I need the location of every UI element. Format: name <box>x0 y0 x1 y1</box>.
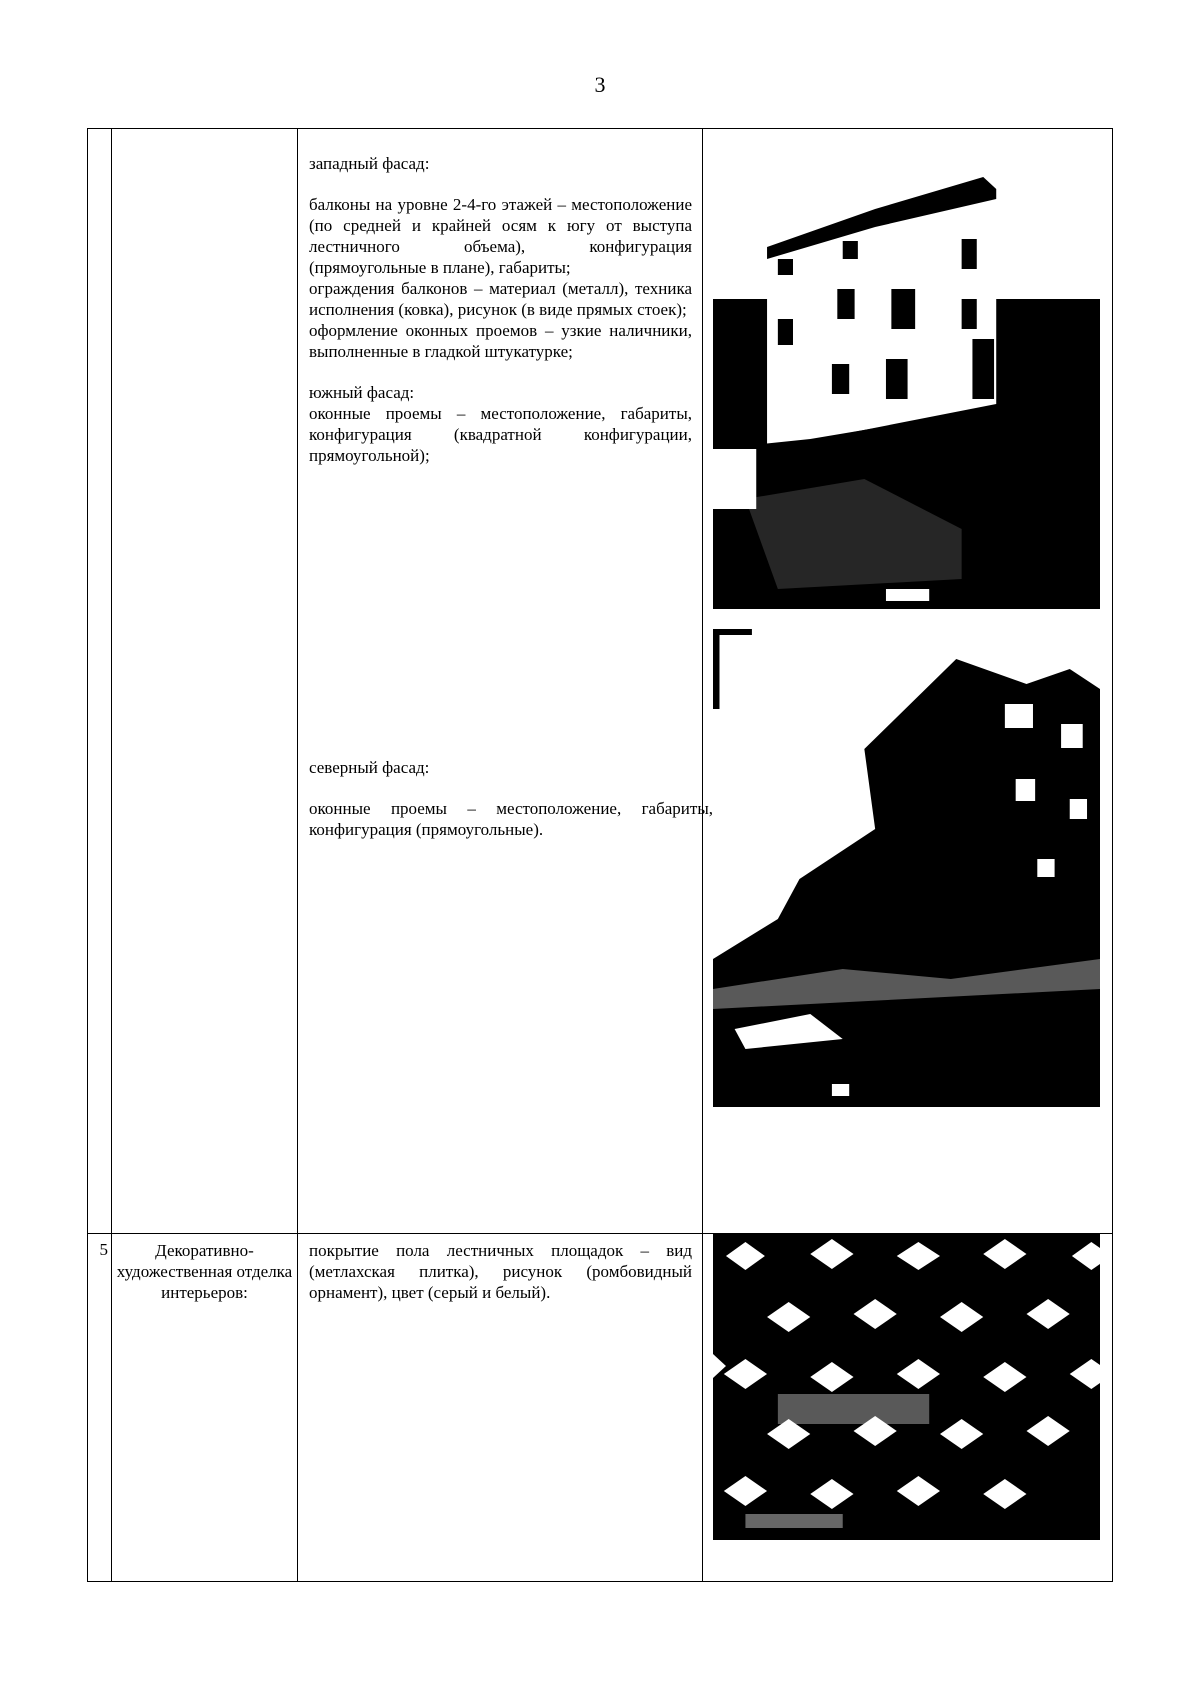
north-windows-text: оконные проемы – местоположение, габариты, конфигурация (прямоугольные). <box>309 799 713 839</box>
floor-tiles-image <box>713 1234 1100 1540</box>
row-description-cell <box>298 1234 703 1582</box>
west-windows-text: оформление оконных проемов – узкие наличники, выполненные в гладкой штукатурке; <box>309 321 692 361</box>
north-facade-description <box>298 757 723 840</box>
west-facade-photo <box>713 149 1100 609</box>
row-name-cell <box>112 129 298 1234</box>
row-photo-cell <box>703 1234 1113 1582</box>
north-facade-image <box>713 629 1100 1107</box>
protected-items-table <box>87 128 1113 1582</box>
south-facade-heading: южный фасад: <box>309 383 415 402</box>
page-number: 3 <box>594 72 606 97</box>
floor-tiles-photo <box>713 1234 1100 1540</box>
south-windows-text: оконные проемы – местоположение, габариты, конфигурация (квадратной конфигурации, прямоугольной); <box>309 404 692 465</box>
row-number-cell <box>88 129 112 1234</box>
facades-description <box>298 129 702 466</box>
table-row <box>88 1234 1113 1582</box>
west-balconies-text: балконы на уровне 2-4-го этажей – местоположение (по средней и крайней осям к югу от выступа лестничного объема), конфигурация (прямоугольные в плане), габариты; <box>309 195 692 277</box>
west-railings-text: ограждения балконов – материал (металл), техника исполнения (ковка), рисунок (в виде прямых стоек); <box>309 279 692 319</box>
west-facade-image <box>713 149 1100 609</box>
row-number <box>88 129 111 135</box>
row-name <box>112 129 297 135</box>
row-name-cell <box>112 1234 298 1582</box>
west-facade-heading: западный фасад: <box>309 154 430 173</box>
row-number-cell <box>88 1234 112 1582</box>
row-photo-cell <box>703 129 1113 1234</box>
row-number: 5 <box>99 1240 108 1259</box>
north-facade-heading: северный фасад: <box>309 758 430 777</box>
row-name: Декоративно-художественная отделка интерьеров: <box>116 1241 293 1302</box>
row-description-cell <box>298 129 713 1234</box>
floor-tiles-description: покрытие пола лестничных площадок – вид (метлахская плитка), рисунок (ромбовидный орнамент), цвет (серый и белый). <box>309 1241 692 1302</box>
north-facade-photo <box>713 629 1100 1107</box>
table-row <box>88 129 1113 1234</box>
